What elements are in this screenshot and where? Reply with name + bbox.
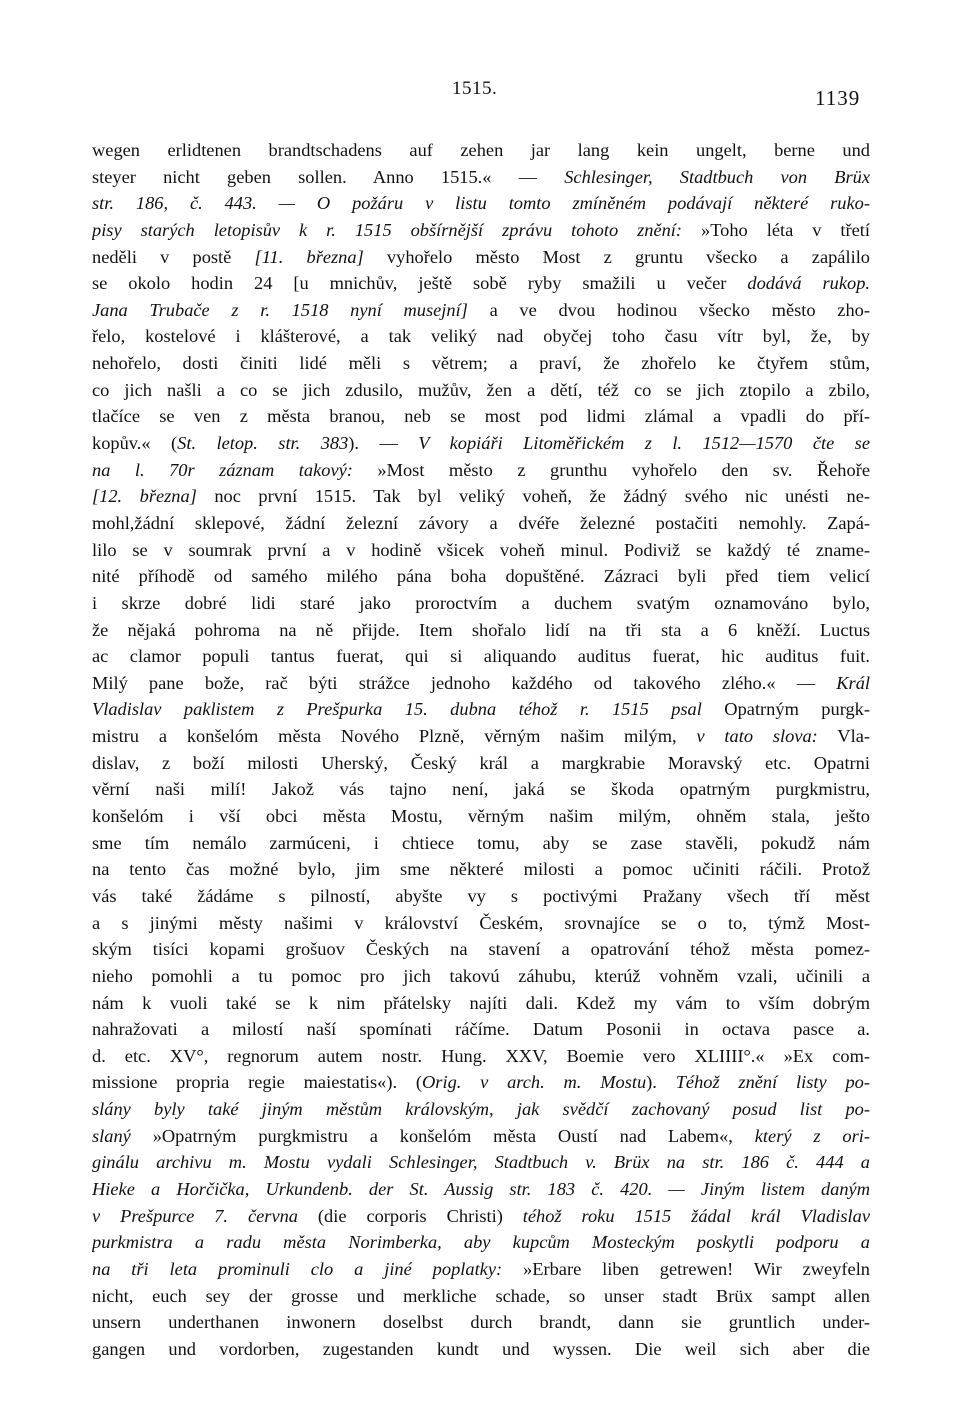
text-segment: řelo, kostelové i klášterové, a tak veliký nad obyčej toho času vítr byl, že, by xyxy=(92,326,870,347)
text-segment: steyer nicht geben sollen. Anno 1515.« — xyxy=(92,166,565,187)
text-segment: vyhořelo město Most z gruntu všecko a zapálilo xyxy=(363,246,870,267)
text-line xyxy=(92,1123,870,1150)
text-segment: »Opatrným purgkmistru a konšelóm města Oustí nad Labem«, xyxy=(130,1125,755,1146)
body-text xyxy=(92,137,870,1362)
text-segment: ). xyxy=(646,1072,676,1093)
text-segment: Milý pane bože, rač býti strážce jednoho každého od takového zlého.« — xyxy=(92,672,837,693)
text-segment: »Erbare liben getrewen! Wir zweyfeln xyxy=(523,1258,870,1279)
italic-segment: Orig. v arch. m. Mostu xyxy=(422,1072,647,1093)
text-segment: nité příhodě od samého milého pána boha dopuštěné. Zázraci byli před tiem velicí xyxy=(92,566,870,587)
italic-segment: na l. 70r záznam takový: xyxy=(92,459,378,480)
text-line xyxy=(92,377,870,404)
text-line xyxy=(92,910,870,937)
text-segment: unsern underthanen inwonern doselbst durch brandt, dann sie gruntlich under- xyxy=(92,1312,870,1333)
text-line xyxy=(92,990,870,1017)
text-line xyxy=(92,537,870,564)
italic-segment: ginálu archivu m. Mostu vydali Schlesinger, Stadtbuch v. Brüx na str. 186 č. 444 a xyxy=(92,1152,870,1173)
text-line xyxy=(92,563,870,590)
italic-segment: slány byly také jiným městům královským, jak svědčí zachovaný posud list po- xyxy=(92,1099,870,1120)
text-line xyxy=(92,217,870,244)
text-line xyxy=(92,617,870,644)
italic-segment: Jana Trubače z r. 1518 nyní musejní] xyxy=(92,299,468,320)
text-segment: »Most město z grunthu vyhořelo den sv. Řehoře xyxy=(377,459,870,480)
text-segment: nieho pomohli a tu pomoc pro jich takovú záhubu, kterúž vohněm vzali, učinili a xyxy=(92,965,870,986)
text-line xyxy=(92,297,870,324)
text-segment: mohl,žádní sklepové, žádní železní závory a dvéře železné postačiti nemohly. Zapá- xyxy=(92,512,870,533)
page-number: 1139 xyxy=(815,86,861,110)
text-segment: sme tím nemálo zarmúceni, i chtiece tomu, aby se zase stavěli, pokudž nám xyxy=(92,832,870,853)
italic-segment: V kopiáři Litoměřickém z l. 1512—1570 čte se xyxy=(418,433,870,454)
text-line xyxy=(92,430,870,457)
text-line xyxy=(92,403,870,430)
italic-segment: v tato slova: xyxy=(696,726,818,747)
text-line xyxy=(92,1229,870,1256)
text-segment: d. etc. XV°, regnorum autem nostr. Hung. XXV, Boemie vero XLIIII°.« »Ex com- xyxy=(92,1045,870,1066)
italic-segment: v Prešpurce 7. června xyxy=(92,1205,298,1226)
page-header xyxy=(0,72,960,112)
text-line xyxy=(92,1016,870,1043)
text-line xyxy=(92,350,870,377)
text-segment: missione propria regie maiestatis«). ( xyxy=(92,1072,423,1093)
text-line xyxy=(92,723,870,750)
text-segment: lilo se v soumrak první a v hodině všicek voheň minul. Podiviž se každý té zname- xyxy=(92,539,870,560)
text-segment: nehořelo, dosti činiti lidé měli s větrem; a praví, že zhořelo ke čtyřem stům, xyxy=(92,353,870,374)
text-line xyxy=(92,244,870,271)
text-segment: konšelóm i vší obci města Mostu, věrným našim milým, ohněm stala, ješto xyxy=(92,806,870,827)
text-line xyxy=(92,1096,870,1123)
text-segment: dislav, z boží milosti Uherský, Český král a margkrabie Moravský etc. Opatrni xyxy=(92,752,870,773)
text-line xyxy=(92,1336,870,1363)
text-segment: Vla- xyxy=(817,726,870,747)
text-line xyxy=(92,164,870,191)
text-line xyxy=(92,643,870,670)
italic-segment: Hieke a Horčička, Urkundenb. der St. Aussig str. 183 č. 420. — Jiným listem daným xyxy=(92,1178,870,1199)
italic-segment: Vladislav paklistem z Prešpurka 15. dubna téhož r. 1515 psal xyxy=(92,699,702,720)
text-segment: co jich našli a co se jich zdusilo, mužův, žen a dětí, též co se jich ztopilo a zbilo, xyxy=(92,379,870,400)
text-segment: nahražovati a milostí naší spomínati ráčíme. Datum Posonii in octava pasce a. xyxy=(92,1019,870,1040)
text-line xyxy=(92,856,870,883)
text-line xyxy=(92,750,870,777)
text-segment: věrní naši milí! Jakož vás tajno není, jaká se škoda opatrným purgkmistru, xyxy=(92,779,870,800)
text-line xyxy=(92,696,870,723)
text-segment: Opatrným purgk- xyxy=(701,699,870,720)
text-segment: a ve dvou hodinou všecko město zho- xyxy=(467,299,870,320)
italic-segment: [12. března] xyxy=(92,486,197,507)
text-segment: ). — xyxy=(348,433,419,454)
text-line xyxy=(92,936,870,963)
text-segment: že nějaká pohroma na ně přijde. Item shořalo lidí na tři sta a 6 kněží. Luctus xyxy=(92,619,870,640)
italic-segment: Téhož znění listy po- xyxy=(675,1072,870,1093)
text-segment: ským tisíci kopami grošuov Českých na stavení a opatrování téhož města pomez- xyxy=(92,939,870,960)
text-segment: nám k vuoli také se k nim přátelsky najíti dali. Kdež my vám to vším dobrým xyxy=(92,992,870,1013)
text-line xyxy=(92,963,870,990)
text-segment: mistru a konšelóm města Nového Plzně, věrným našim milým, xyxy=(92,726,697,747)
italic-segment: purkmistra a radu města Norimberka, aby kupcům Mosteckým poskytli podporu a xyxy=(92,1232,870,1253)
text-segment: ac clamor populi tantus fuerat, qui si aliquando auditus fuerat, hic auditus fuit. xyxy=(92,646,870,667)
italic-segment: Král xyxy=(836,672,870,693)
text-line xyxy=(92,1069,870,1096)
text-segment: wegen erlidtenen brandtschadens auf zehen jar lang kein ungelt, berne und xyxy=(92,140,870,160)
italic-segment: pisy starých letopisův k r. 1515 obšírnější zprávu tohoto znění: xyxy=(92,219,702,240)
italic-segment: dodává rukop. xyxy=(747,273,870,294)
text-line xyxy=(92,883,870,910)
text-segment: noc první 1515. Tak byl veliký voheň, že žádný svého nic unésti ne- xyxy=(196,486,870,507)
italic-segment: Schlesinger, Stadtbuch von Brüx xyxy=(564,166,870,187)
text-segment: tlačíce se ven z města branou, neb se most pod lidmi zlámal a vpadli do pří- xyxy=(92,406,870,427)
text-segment: gangen und vordorben, zugestanden kundt und wyssen. Die weil sich aber die xyxy=(92,1338,870,1359)
text-segment: nicht, euch sey der grosse und merkliche schade, so unser stadt Brüx sampt allen xyxy=(92,1285,870,1306)
text-line xyxy=(92,457,870,484)
text-segment: vás také žádáme s pilností, abyšte vy s poctivými Pražany všech tří měst xyxy=(92,885,870,906)
italic-segment: [11. března] xyxy=(254,246,364,267)
italic-segment: který z ori- xyxy=(754,1125,870,1146)
text-line xyxy=(92,1283,870,1310)
text-segment: na tento čas možné bylo, jim sme některé milosti a pomoc učiniti ráčili. Protož xyxy=(92,859,870,880)
text-segment: a s jinými městy našimi v království Českém, srovnajíce se o to, týmž Most- xyxy=(92,912,870,933)
text-segment: (die corporis Christi) xyxy=(298,1205,523,1226)
text-line xyxy=(92,670,870,697)
text-line xyxy=(92,1203,870,1230)
italic-segment: slaný xyxy=(92,1125,131,1146)
text-line xyxy=(92,510,870,537)
italic-segment: St. letop. str. 383 xyxy=(177,433,349,454)
text-line xyxy=(92,803,870,830)
text-line xyxy=(92,323,870,350)
text-segment: neděli v postě xyxy=(92,246,255,267)
text-line xyxy=(92,190,870,217)
text-line xyxy=(92,1309,870,1336)
text-line xyxy=(92,137,870,164)
text-line xyxy=(92,1256,870,1283)
text-segment: kopův.« ( xyxy=(92,433,178,454)
text-line xyxy=(92,776,870,803)
italic-segment: na tři leta prominuli clo a jiné poplatky: xyxy=(92,1258,524,1279)
italic-segment: téhož roku 1515 žádal král Vladislav xyxy=(522,1205,870,1226)
text-segment: i skrze dobré lidi staré jako proroctvím a duchem svatým oznamováno bylo, xyxy=(92,592,870,613)
text-line xyxy=(92,1043,870,1070)
running-head-year: 1515. xyxy=(452,78,498,99)
text-line xyxy=(92,1149,870,1176)
text-segment: »Toho léta v třetí xyxy=(701,219,870,240)
text-segment: se okolo hodin 24 [u mnichův, ještě sobě ryby smažili u večer xyxy=(92,273,748,294)
text-line xyxy=(92,830,870,857)
text-line xyxy=(92,483,870,510)
text-line xyxy=(92,590,870,617)
text-line xyxy=(92,270,870,297)
italic-segment: str. 186, č. 443. — O požáru v listu tomto zmíněném podávají některé ruko- xyxy=(92,193,870,214)
text-line xyxy=(92,1176,870,1203)
